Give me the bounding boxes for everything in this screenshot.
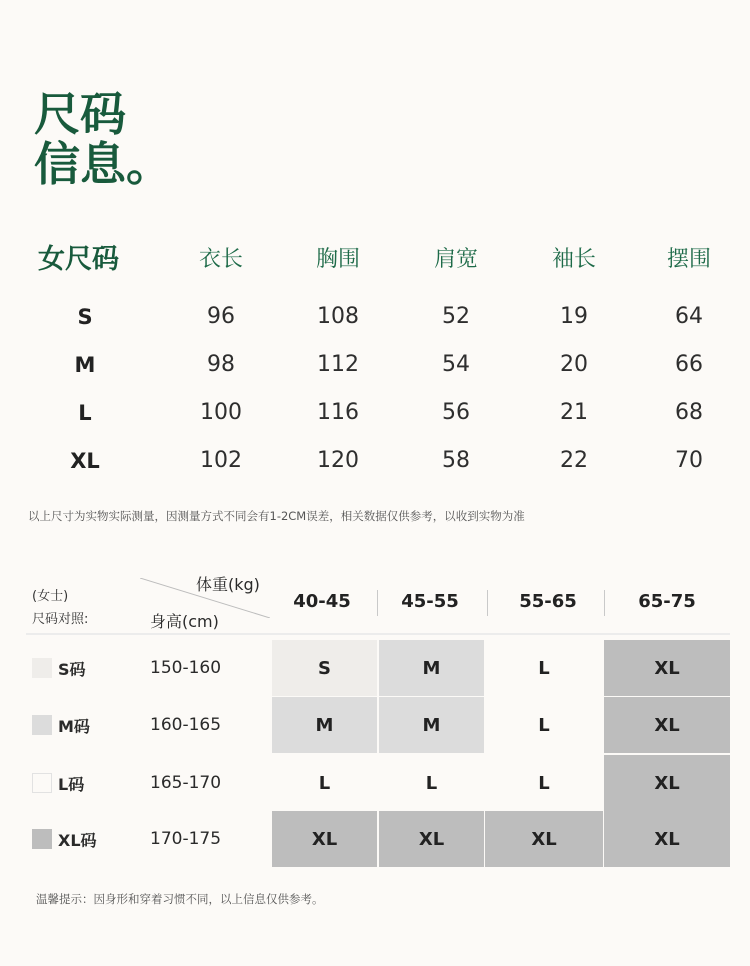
color-swatch [32, 658, 52, 678]
ref-cell: M [272, 697, 377, 753]
ref-size-label: L码 [58, 774, 85, 794]
height-axis-label: 身高(cm) [150, 612, 219, 631]
size-label: M [74, 353, 96, 377]
size-value: 108 [317, 304, 359, 329]
ref-cell: L [318, 772, 331, 794]
ref-cell: XL [604, 697, 730, 753]
weight-range-2: 45-55 [401, 591, 459, 612]
size-value: 21 [560, 400, 588, 425]
ref-cell: XL [379, 811, 484, 867]
size-row [0, 297, 750, 337]
size-value: 102 [200, 448, 242, 473]
size-label: L [78, 401, 92, 425]
ref-cell: XL [604, 811, 730, 867]
height-range: 150-160 [150, 658, 222, 678]
ref-size-label: S码 [58, 659, 86, 679]
col-header-shoulder: 肩宽 [433, 247, 478, 272]
ref-row-label [32, 755, 84, 811]
measurement-note: 以上尺寸为实物实际测量，因测量方式不同会有1-2CM误差，相关数据仅供参考，以收到实物为准 [28, 509, 525, 523]
tip-text: 温馨提示：因身形和穿着习惯不同，以上信息仅供参考。 [36, 892, 324, 906]
ref-row-label [32, 640, 86, 696]
height-range: 160-165 [150, 715, 222, 735]
size-row [0, 393, 750, 433]
weight-axis-label: 体重(kg) [196, 575, 260, 594]
ref-cell: L [425, 772, 438, 794]
size-value: 19 [560, 304, 588, 329]
ref-corner-line1: (女士) [32, 589, 69, 604]
size-row [0, 345, 750, 385]
ref-cell: XL [485, 811, 603, 867]
size-value: 70 [675, 448, 703, 473]
ref-cell: XL [604, 640, 730, 696]
size-value: 52 [442, 304, 470, 329]
size-table-header [0, 240, 750, 280]
ref-row-label [32, 811, 97, 867]
size-value: 54 [442, 352, 470, 377]
ref-cell: L [538, 714, 550, 736]
height-range: 170-175 [150, 829, 222, 849]
col-header-sleeve: 袖长 [551, 247, 596, 272]
size-value: 98 [207, 352, 235, 377]
size-value: 116 [317, 400, 359, 425]
ref-cell: XL [272, 811, 377, 867]
size-label: S [77, 305, 93, 329]
ref-cell: XL [604, 755, 730, 811]
size-value: 112 [317, 352, 359, 377]
color-swatch [32, 829, 52, 849]
color-swatch [32, 773, 52, 793]
header-separator [487, 590, 488, 616]
col-header-length: 衣长 [198, 247, 243, 272]
page-title-line2: 信息。 [34, 137, 172, 191]
size-value: 120 [317, 448, 359, 473]
weight-range-3: 55-65 [519, 591, 577, 612]
size-value: 64 [675, 304, 703, 329]
weight-range-4: 65-75 [638, 591, 696, 612]
size-table-label: 女尺码 [38, 244, 119, 275]
ref-cell: L [538, 657, 550, 679]
size-value: 100 [200, 400, 242, 425]
color-swatch [32, 715, 52, 735]
ref-cell: M [379, 640, 484, 696]
size-value: 68 [675, 400, 703, 425]
size-label: XL [70, 449, 100, 473]
header-divider [26, 633, 730, 635]
size-value: 20 [560, 352, 588, 377]
weight-range-1: 40-45 [293, 591, 351, 612]
ref-corner-line2: 尺码对照: [32, 612, 89, 627]
col-header-hem: 摆围 [666, 247, 711, 272]
header-separator [604, 590, 605, 616]
size-value: 22 [560, 448, 588, 473]
ref-size-label: M码 [58, 716, 90, 736]
ref-size-label: XL码 [58, 830, 97, 850]
size-row [0, 441, 750, 481]
ref-cell: S [272, 640, 377, 696]
height-range: 165-170 [150, 773, 222, 793]
ref-cell: L [538, 772, 550, 794]
ref-row-label [32, 697, 90, 753]
size-value: 58 [442, 448, 470, 473]
page-title-line1: 尺码 [34, 87, 126, 141]
col-header-chest: 胸围 [315, 247, 360, 272]
size-value: 96 [207, 304, 235, 329]
size-value: 56 [442, 400, 470, 425]
ref-cell: M [379, 697, 484, 753]
size-value: 66 [675, 352, 703, 377]
